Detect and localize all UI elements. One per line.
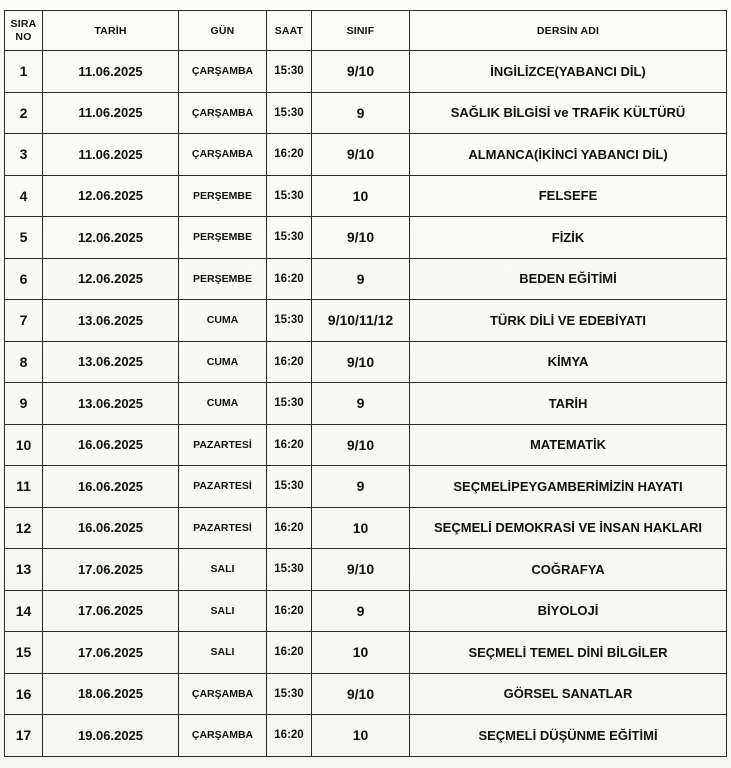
header-saat: SAAT — [267, 11, 312, 51]
cell-dersin-adi: BİYOLOJİ — [410, 590, 727, 632]
cell-sinif: 10 — [312, 632, 410, 674]
table-row — [5, 715, 727, 757]
cell-saat: 15:30 — [267, 92, 312, 134]
cell-sira-no: 15 — [5, 632, 43, 674]
header-sira-no-line1: SIRA — [10, 17, 37, 30]
cell-gun: PAZARTESİ — [179, 507, 267, 549]
header-sinif: SINIF — [312, 11, 410, 51]
cell-sira-no: 12 — [5, 507, 43, 549]
cell-gun: PERŞEMBE — [179, 175, 267, 217]
cell-dersin-adi: ALMANCA(İKİNCİ YABANCI DİL) — [410, 134, 727, 176]
cell-sinif: 9 — [312, 383, 410, 425]
cell-sira-no: 1 — [5, 51, 43, 93]
cell-sinif: 9/10 — [312, 217, 410, 259]
cell-dersin-adi: MATEMATİK — [410, 424, 727, 466]
cell-saat: 16:20 — [267, 715, 312, 757]
cell-sira-no: 8 — [5, 341, 43, 383]
cell-gun: CUMA — [179, 300, 267, 342]
cell-sinif: 9/10 — [312, 51, 410, 93]
table-row — [5, 632, 727, 674]
cell-sira-no: 2 — [5, 92, 43, 134]
cell-saat: 16:20 — [267, 507, 312, 549]
cell-sira-no: 9 — [5, 383, 43, 425]
cell-saat: 16:20 — [267, 341, 312, 383]
exam-schedule-table — [4, 10, 727, 757]
cell-tarih: 17.06.2025 — [43, 632, 179, 674]
cell-sira-no: 16 — [5, 673, 43, 715]
cell-tarih: 12.06.2025 — [43, 217, 179, 259]
table-row — [5, 51, 727, 93]
table-row — [5, 217, 727, 259]
cell-tarih: 11.06.2025 — [43, 92, 179, 134]
table-row — [5, 507, 727, 549]
cell-dersin-adi: TARİH — [410, 383, 727, 425]
table-row — [5, 673, 727, 715]
cell-sinif: 10 — [312, 715, 410, 757]
cell-dersin-adi: SEÇMELİ TEMEL DİNİ BİLGİLER — [410, 632, 727, 674]
cell-saat: 15:30 — [267, 217, 312, 259]
table-body — [5, 51, 727, 757]
cell-tarih: 13.06.2025 — [43, 300, 179, 342]
cell-saat: 16:20 — [267, 632, 312, 674]
cell-tarih: 17.06.2025 — [43, 590, 179, 632]
cell-sira-no: 11 — [5, 466, 43, 508]
cell-dersin-adi: TÜRK DİLİ VE EDEBİYATI — [410, 300, 727, 342]
header-dersin-adi: DERSİN ADI — [410, 11, 727, 51]
cell-gun: PAZARTESİ — [179, 466, 267, 508]
cell-sira-no: 17 — [5, 715, 43, 757]
cell-dersin-adi: FELSEFE — [410, 175, 727, 217]
cell-sira-no: 5 — [5, 217, 43, 259]
cell-sinif: 9/10/11/12 — [312, 300, 410, 342]
table-header — [5, 11, 727, 51]
cell-sinif: 9 — [312, 466, 410, 508]
cell-tarih: 13.06.2025 — [43, 341, 179, 383]
cell-sira-no: 3 — [5, 134, 43, 176]
table-row — [5, 175, 727, 217]
cell-sira-no: 4 — [5, 175, 43, 217]
cell-dersin-adi: İNGİLİZCE(YABANCI DİL) — [410, 51, 727, 93]
cell-tarih: 12.06.2025 — [43, 258, 179, 300]
cell-saat: 16:20 — [267, 424, 312, 466]
cell-sira-no: 13 — [5, 549, 43, 591]
table-row — [5, 258, 727, 300]
cell-dersin-adi: SAĞLIK BİLGİSİ ve TRAFİK KÜLTÜRÜ — [410, 92, 727, 134]
cell-gun: CUMA — [179, 341, 267, 383]
table-row — [5, 466, 727, 508]
header-gun: GÜN — [179, 11, 267, 51]
cell-sinif: 10 — [312, 507, 410, 549]
cell-saat: 15:30 — [267, 549, 312, 591]
cell-gun: PERŞEMBE — [179, 217, 267, 259]
cell-saat: 15:30 — [267, 51, 312, 93]
cell-saat: 16:20 — [267, 134, 312, 176]
cell-gun: ÇARŞAMBA — [179, 92, 267, 134]
cell-gun: CUMA — [179, 383, 267, 425]
header-tarih: TARİH — [43, 11, 179, 51]
cell-saat: 15:30 — [267, 673, 312, 715]
cell-gun: ÇARŞAMBA — [179, 715, 267, 757]
table-row — [5, 300, 727, 342]
table-row — [5, 590, 727, 632]
cell-dersin-adi: GÖRSEL SANATLAR — [410, 673, 727, 715]
cell-dersin-adi: SEÇMELİ DEMOKRASİ VE İNSAN HAKLARI — [410, 507, 727, 549]
header-sira-no — [5, 11, 43, 51]
cell-dersin-adi: KİMYA — [410, 341, 727, 383]
cell-sinif: 9/10 — [312, 424, 410, 466]
cell-sinif: 9 — [312, 258, 410, 300]
cell-sinif: 9/10 — [312, 134, 410, 176]
cell-dersin-adi: FİZİK — [410, 217, 727, 259]
cell-saat: 16:20 — [267, 590, 312, 632]
cell-saat: 15:30 — [267, 383, 312, 425]
cell-sinif: 9/10 — [312, 673, 410, 715]
cell-tarih: 16.06.2025 — [43, 466, 179, 508]
cell-saat: 15:30 — [267, 300, 312, 342]
cell-sira-no: 14 — [5, 590, 43, 632]
cell-tarih: 12.06.2025 — [43, 175, 179, 217]
cell-tarih: 19.06.2025 — [43, 715, 179, 757]
cell-gun: PAZARTESİ — [179, 424, 267, 466]
cell-dersin-adi: SEÇMELİPEYGAMBERİMİZİN HAYATI — [410, 466, 727, 508]
cell-dersin-adi: COĞRAFYA — [410, 549, 727, 591]
cell-sira-no: 10 — [5, 424, 43, 466]
cell-sinif: 10 — [312, 175, 410, 217]
cell-sinif: 9/10 — [312, 549, 410, 591]
cell-tarih: 11.06.2025 — [43, 51, 179, 93]
header-row — [5, 11, 727, 51]
cell-sinif: 9 — [312, 92, 410, 134]
cell-tarih: 17.06.2025 — [43, 549, 179, 591]
cell-gun: SALI — [179, 632, 267, 674]
cell-saat: 15:30 — [267, 466, 312, 508]
cell-gun: ÇARŞAMBA — [179, 134, 267, 176]
cell-tarih: 13.06.2025 — [43, 383, 179, 425]
table-row — [5, 92, 727, 134]
table-row — [5, 383, 727, 425]
cell-dersin-adi: BEDEN EĞİTİMİ — [410, 258, 727, 300]
cell-saat: 16:20 — [267, 258, 312, 300]
cell-tarih: 11.06.2025 — [43, 134, 179, 176]
cell-sira-no: 7 — [5, 300, 43, 342]
table-row — [5, 341, 727, 383]
cell-sinif: 9/10 — [312, 341, 410, 383]
header-sira-no-line2: NO — [15, 30, 32, 43]
cell-gun: SALI — [179, 590, 267, 632]
cell-gun: ÇARŞAMBA — [179, 51, 267, 93]
cell-tarih: 18.06.2025 — [43, 673, 179, 715]
cell-sira-no: 6 — [5, 258, 43, 300]
cell-sinif: 9 — [312, 590, 410, 632]
table-row — [5, 549, 727, 591]
cell-gun: SALI — [179, 549, 267, 591]
cell-gun: PERŞEMBE — [179, 258, 267, 300]
table-row — [5, 134, 727, 176]
cell-tarih: 16.06.2025 — [43, 424, 179, 466]
cell-gun: ÇARŞAMBA — [179, 673, 267, 715]
cell-dersin-adi: SEÇMELİ DÜŞÜNME EĞİTİMİ — [410, 715, 727, 757]
cell-tarih: 16.06.2025 — [43, 507, 179, 549]
table-row — [5, 424, 727, 466]
cell-saat: 15:30 — [267, 175, 312, 217]
